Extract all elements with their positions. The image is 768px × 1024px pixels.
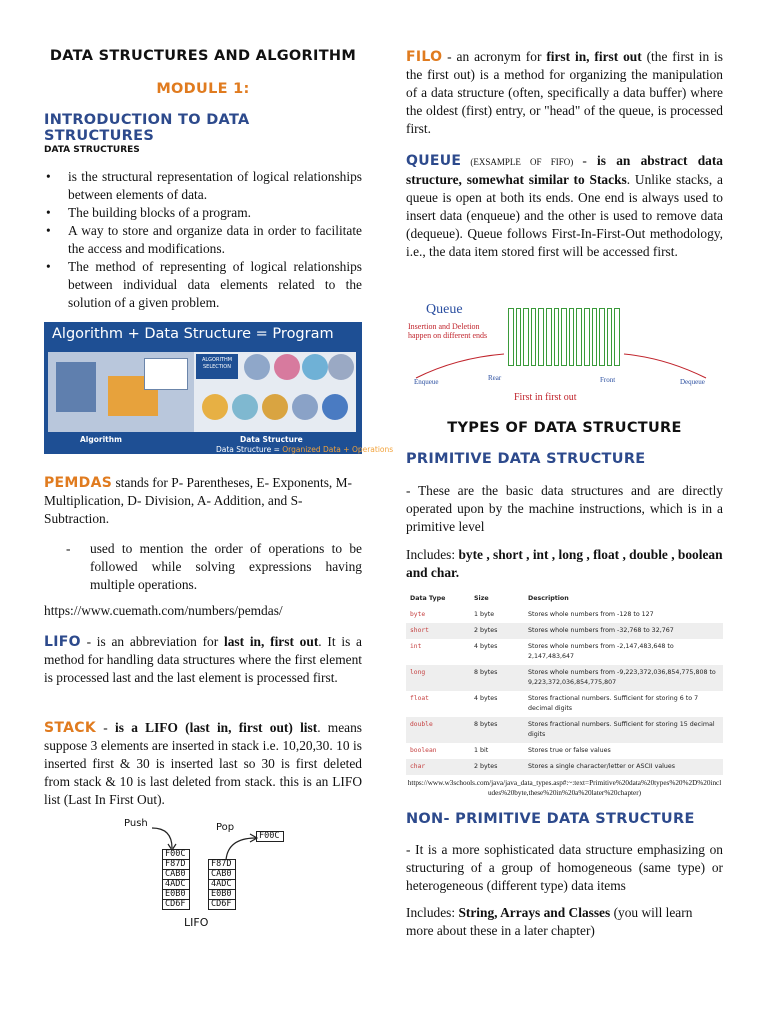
search-icon [328,354,354,380]
non-primitive-paragraph: - It is a more sophisticated data structure emphasizing on structuring of a group of homogeneous (same type) or heterogeneous (different type) data items [406,842,723,893]
queue-icon [322,394,348,420]
queue-diagram-title: Queue [426,302,463,317]
storage-icon [244,354,270,380]
lifo-paragraph: LIFO - is an abbreviation for last in, first out. It is a method for handling data structures where the first element is processed last and the last element is processed first. [44,634,363,685]
lifo-keyword: LIFO [44,634,81,650]
table-row: boolean 1 bit Stores true or false values [410,747,611,754]
table-row: float 4 bytes Stores fractional numbers. Sufficient for storing 6 to 7 decimal digits [410,695,699,712]
rear-label: Rear [488,374,502,382]
dequeue-label: Dequeue [680,378,705,386]
queue-diagram [406,298,723,408]
stack-before: F00C F87D CAB0 4ADC E0B0 CD6F [162,850,190,910]
stack-after: F87D CAB0 4ADC E0B0 CD6F [208,860,236,910]
banner-equation: Data Structure = Organized Data + Operations [216,445,394,454]
list-item: • A way to store and organize data in order to facilitate the access and modifications. [44,222,362,258]
list-item: • is the structural representation of logical relationships between elements of data. [44,168,362,204]
table-row: int 4 bytes Stores whole numbers from -2,147,483,648 to 2,147,483,647 [410,643,674,660]
filo-keyword: FILO [406,49,443,65]
queue-paragraph: QUEUE (EXSAMPLE OF FIFO) - is an abstract data structure, somewhat similar to Stacks. Unlike stacks, a queue is open at both its ends. One end is always used to insert data (enqueue) and the other is used to remove data (dequeue). Queue follows First-In-First-Out methodology, i.e., the data item stored first will be accessed first. [406,153,723,259]
list-icon [302,354,328,380]
primitive-paragraph: - These are the basic data structures and are directly operated upon by the machine instructions, which is in a primitive level [406,483,723,534]
banner-title: Algorithm + Data Structure = Program [52,326,334,342]
table-header-row [406,590,723,607]
queue-note-1: Insertion and Deletion [408,322,480,331]
stack-keyword: STACK [44,720,97,736]
lifo-caption: LIFO [184,916,209,929]
table-row: long 8 bytes Stores whole numbers from -9,223,372,036,854,775,808 to 9,223,372,036,854,775,807 [406,665,723,691]
table-row: byte 1 byte Stores whole numbers from -128 to 127 [410,611,654,618]
ds-bullet-list [44,168,362,312]
non-primitive-heading: NON- PRIMITIVE DATA STRUCTURE [406,811,695,827]
filo-paragraph: FILO - an acronym for first in, first out (the first in is the first out) is a method for organizing the manipulation of a data structure (often, specifically a data buffer) where the oldest (first) entry, or "head" of the queue, is processed first. [406,49,723,136]
pop-label: Pop [216,822,235,833]
pemdas-dash-item: - used to mention the order of operations to be followed while solving expressions having multiple operations. [66,541,362,592]
stack-paragraph: STACK - is a LIFO (last in, first out) list. means suppose 3 elements are inserted in stack i.e. 10,20,30. 10 is inserted first & 30 is inserted last so 30 is first deleted from stack & 10 is last deleted from stack. this is an LIFO list (Last In First Out). [44,720,363,807]
types-heading: TYPES OF DATA STRUCTURE [447,420,682,436]
algorithm-banner-image [44,322,394,454]
front-label: Front [600,376,616,384]
list-item: • The method of representing of logical relationships between individual data elements related to the solution of a given problem. [44,258,362,312]
queue-keyword: QUEUE [406,153,462,169]
document-title: DATA STRUCTURES AND ALGORITHM [49,48,357,64]
table-row: double 8 bytes Stores fractional numbers. Sufficient for storing 15 decimal digits [406,717,723,743]
data-structure-label: Data Structure [240,435,303,444]
list-item: • The building blocks of a program. [44,204,362,222]
primitive-heading: PRIMITIVE DATA STRUCTURE [406,451,646,467]
algorithm-selection-label: ALGORITHM SELECTION [196,354,238,379]
table-row: char 2 bytes Stores a single character/letter or ASCII values [406,759,723,775]
queue-note-2: happen on different ends [408,331,488,340]
people-illustration [48,352,196,432]
module-heading: MODULE 1: [156,81,250,97]
operations-panel [194,352,356,432]
table-header: Description [524,590,723,607]
push-arrow-icon [150,824,180,852]
numbers-icon [202,394,228,420]
popped-element: F00C [256,832,284,842]
operation-icon [232,394,258,420]
table-header: Size [470,590,524,607]
data-icon [292,394,318,420]
pemdas-paragraph: PEMDAS stands for P- Parentheses, E- Exponents, M-Multiplication, D- Division, A- Addition, and S-Subtraction. [44,475,352,526]
graph-icon [274,354,300,380]
table-header: Data Type [406,590,470,607]
pemdas-keyword: PEMDAS [44,475,113,491]
algorithm-label: Algorithm [80,435,122,444]
data-types-table [406,590,723,775]
pemdas-url: https://www.cuemath.com/numbers/pemdas/ [44,603,283,618]
queue-arrows-icon [406,354,723,384]
ds-subheading: DATA STRUCTURES [44,145,140,155]
non-primitive-includes: Includes: String, Arrays and Classes (you will learn more about these in a later chapter) [406,905,693,938]
fifo-caption: First in first out [514,392,577,403]
w3schools-url: https://www.w3schools.com/java/java_data_types.asp#:~:text=Primitive%20data%20types%20%2D%20includes%20byte,these%20in%20a%20later%20chapter) [407,779,722,797]
intro-heading: INTRODUCTION TO DATA STRUCTURES [44,112,250,144]
enqueue-label: Enqueue [414,378,439,386]
push-label: Push [124,818,148,829]
primitive-includes: Includes: byte , short , int , long , float , double , boolean and char. [406,547,723,580]
table-row: short 2 bytes Stores whole numbers from -32,768 to 32,767 [406,623,723,639]
stack-figure [114,814,314,934]
sorting-icon [262,394,288,420]
